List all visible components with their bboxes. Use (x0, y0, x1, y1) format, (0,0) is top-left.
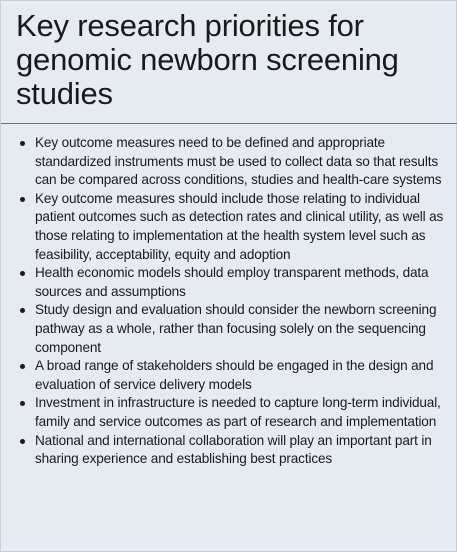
bullet-icon (20, 197, 25, 202)
list-item-text: Investment in infrastructure is needed to capture long-term individual, family and service outcomes as part of research and implementation (35, 395, 441, 429)
bullet-icon (20, 271, 25, 276)
list-item-text: Health economic models should employ transparent methods, data sources and assumptions (35, 265, 429, 299)
priorities-list (16, 134, 448, 469)
list-item-text: Study design and evaluation should consider the newborn screening pathway as a whole, rather than focusing solely on the sequencing component (35, 302, 437, 355)
list-item (16, 264, 448, 301)
bullet-icon (20, 308, 25, 313)
bullet-icon (20, 364, 25, 369)
list-item-text: A broad range of stakeholders should be engaged in the design and evaluation of service delivery models (35, 358, 434, 392)
bullet-icon (20, 141, 25, 146)
list-item (16, 301, 448, 357)
bullet-icon (20, 439, 25, 444)
list-item (16, 134, 448, 190)
list-item-text: Key outcome measures need to be defined and appropriate standardized instruments must be used to collect data so that results can be compared across conditions, studies and health-care systems (35, 135, 442, 188)
list-item-text: National and international collaboration will play an important part in sharing experience and establishing best practices (35, 432, 432, 467)
box-title: Key research priorities for genomic newborn screening studies (16, 8, 399, 111)
list-item (16, 357, 448, 394)
title-divider (1, 123, 457, 124)
list-item (16, 190, 448, 264)
list-item (16, 432, 448, 469)
list-item (16, 394, 448, 431)
list-item-text: Key outcome measures should include those relating to individual patient outcomes such as detection rates and clinical utility, as well as those relating to implementation at the health system level such as feasibility, acceptability, equity and adoption (35, 190, 444, 262)
bullet-icon (20, 401, 25, 406)
